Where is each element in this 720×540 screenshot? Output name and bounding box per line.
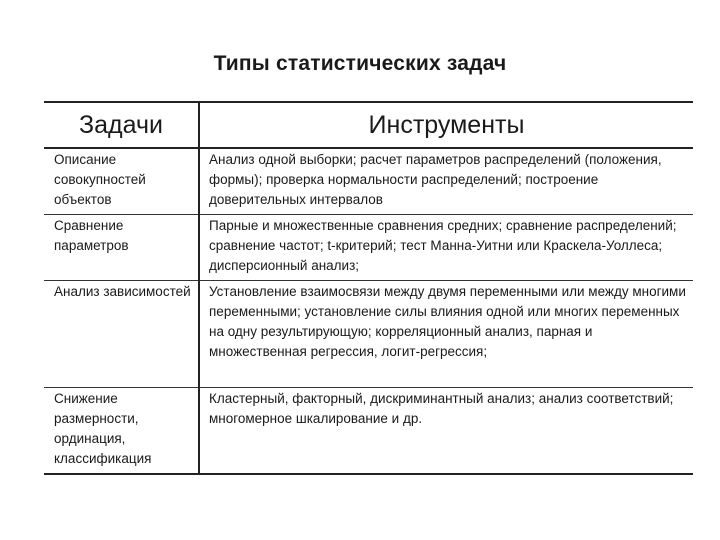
tools-cell: Парные и множественные сравнения средних; сравнение распределений; сравнение частот; t-критерий; тест Манна-Уитни или Краскела-Уоллеса; дисперсионный анализ; bbox=[199, 215, 693, 281]
tools-cell: Анализ одной выборки; расчет параметров распределений (положения, формы); проверка нормальности распределений; построение доверительных интервалов bbox=[199, 148, 693, 215]
table-row bbox=[44, 148, 693, 215]
column-header-tools: Инструменты bbox=[199, 102, 693, 148]
tools-cell: Установление взаимосвязи между двумя переменными или между многими переменными; установление силы влияния одной или многих переменных на одну результирующую; корреляционный анализ, парная и множественная регрессия, логит-регрессия; bbox=[199, 281, 693, 388]
column-header-tasks: Задачи bbox=[44, 102, 199, 148]
task-cell: Описание совокупностей объектов bbox=[44, 148, 199, 215]
task-cell: Сравнение параметров bbox=[44, 215, 199, 281]
task-cell: Снижение размерности, ординация, классификация bbox=[44, 388, 199, 475]
task-cell: Анализ зависимостей bbox=[44, 281, 199, 388]
table-row bbox=[44, 215, 693, 281]
page-title: Типы статистических задач bbox=[213, 52, 507, 75]
tools-cell: Кластерный, факторный, дискриминантный анализ; анализ соответствий; многомерное шкалирование и др. bbox=[199, 388, 693, 475]
table-row bbox=[44, 281, 693, 388]
table-header-row bbox=[44, 102, 693, 148]
task-types-table bbox=[44, 101, 693, 475]
table-row bbox=[44, 388, 693, 475]
